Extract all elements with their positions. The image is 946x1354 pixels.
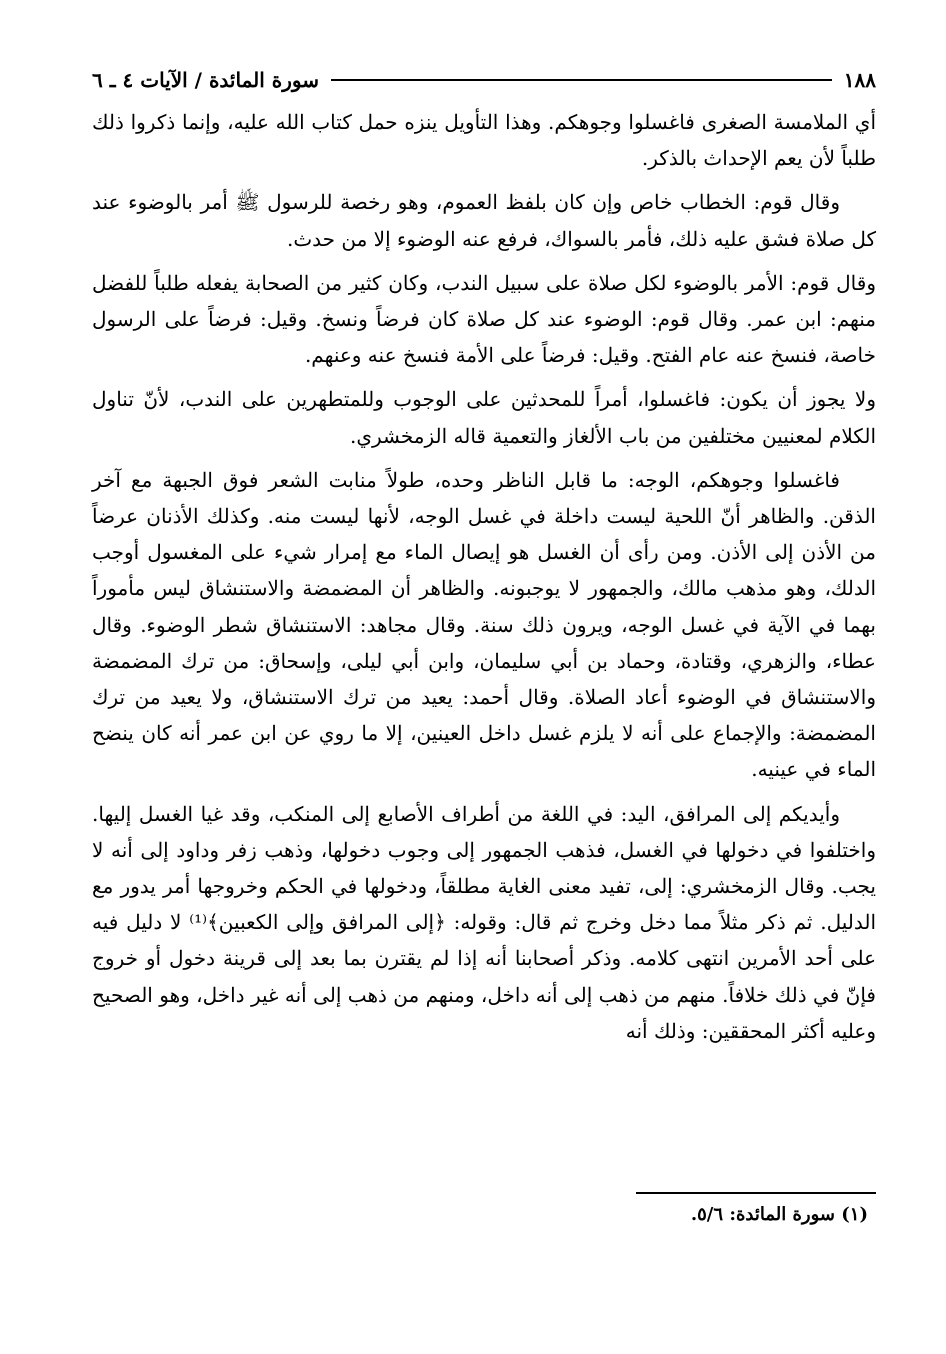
running-title: سورة المائدة / الآيات ٤ ـ ٦ xyxy=(92,68,319,92)
footnote-divider xyxy=(636,1192,876,1194)
paragraph: ولا يجوز أن يكون: فاغسلوا، أمراً للمحدثين على الوجوب وللمتطهرين على الندب، لأنّ تناول الكلام لمعنيين مختلفين من باب الألغاز والتعمية قاله الزمخشري. xyxy=(92,387,876,448)
footnote: (١) سورة المائدة: ٥/٦. xyxy=(690,1204,868,1225)
page-number: ١٨٨ xyxy=(843,68,876,92)
header-rule xyxy=(331,79,832,81)
paragraph: أي الملامسة الصغرى فاغسلوا وجوهكم. وهذا التأويل ينزه حمل كتاب الله عليه، وإنما ذكروا ذلك طلباً لأن يعم الإحداث بالذكر. xyxy=(92,110,876,171)
page-header xyxy=(92,62,876,98)
paragraph: وأيديكم إلى المرافق، اليد: في اللغة من أطراف الأصابع إلى المنكب، وقد غيا الغسل إليها. واختلفوا في دخولها في الغسل، فذهب الجمهور إلى وجوب دخولها، وذهب زفر وداود إلى أنه لا يجب. وقال الزمخشري: إلى، تفيد معنى الغاية مطلقاً، ودخولها في الحكم وخروجها أمر يدور مع الدليل. ثم ذكر مثلاً مما دخل وخرج ثم قال: وقوله: ﴿إلى المرافق وإلى الكعبين﴾⁽¹⁾ لا دليل فيه على أحد الأمرين انتهى كلامه. وذكر أصحابنا أنه إذا لم يقترن بما بعد إلى قرينة دخول أو خروج فإنّ في ذلك خلافاً. منهم من ذهب إلى أنه داخل، ومنهم من ذهب إلى أنه غير داخل، وهو الصحيح وعليه أكثر المحققين: وذلك أنه xyxy=(92,801,876,1043)
paragraph: وقال قوم: الخطاب خاص وإن كان بلفظ العموم، وهو رخصة للرسول ﷺ أمر بالوضوء عند كل صلاة فشق عليه ذلك، فأمر بالسواك، فرفع عنه الوضوء إلا من حدث. xyxy=(92,190,876,251)
paragraph: وقال قوم: الأمر بالوضوء لكل صلاة على سبيل الندب، وكان كثير من الصحابة يفعله طلباً للفضل منهم: ابن عمر. وقال قوم: الوضوء عند كل صلاة كان فرضاً ونسخ. وقيل: فرضاً على الرسول خاصة، فنسخ عنه عام الفتح. وقيل: فرضاً على الأمة فنسخ عنه وعنهم. xyxy=(92,270,876,368)
paragraph: فاغسلوا وجوهكم، الوجه: ما قابل الناظر وحده، طولاً منابت الشعر فوق الجبهة مع آخر الذقن. والظاهر أنّ اللحية ليست داخلة في غسل الوجه، لأنها ليست منه. وكذلك الأذنان عرضاً من الأذن إلى الأذن. ومن رأى أن الغسل هو إيصال الماء مع إمرار شيء على المغسول أوجب الدلك، وهو مذهب مالك، والجمهور لا يوجبونه. والظاهر أن المضمضة والاستنشاق ليس مأموراً بهما في الآية في غسل الوجه، ويرون ذلك سنة. وقال مجاهد: الاستنشاق شطر الوضوء. وقال عطاء، والزهري، وقتادة، وحماد بن أبي سليمان، وابن أبي ليلى، وإسحاق: من ترك المضمضة والاستنشاق في الوضوء أعاد الصلاة. وقال أحمد: يعيد من ترك الاستنشاق، ولا يعيد من ترك المضمضة: والإجماع على أنه لا يلزم غسل داخل العينين، إلا ما روي عن ابن عمر أنه كان ينضح الماء في عينيه. xyxy=(92,467,876,782)
page-body xyxy=(92,104,876,1057)
